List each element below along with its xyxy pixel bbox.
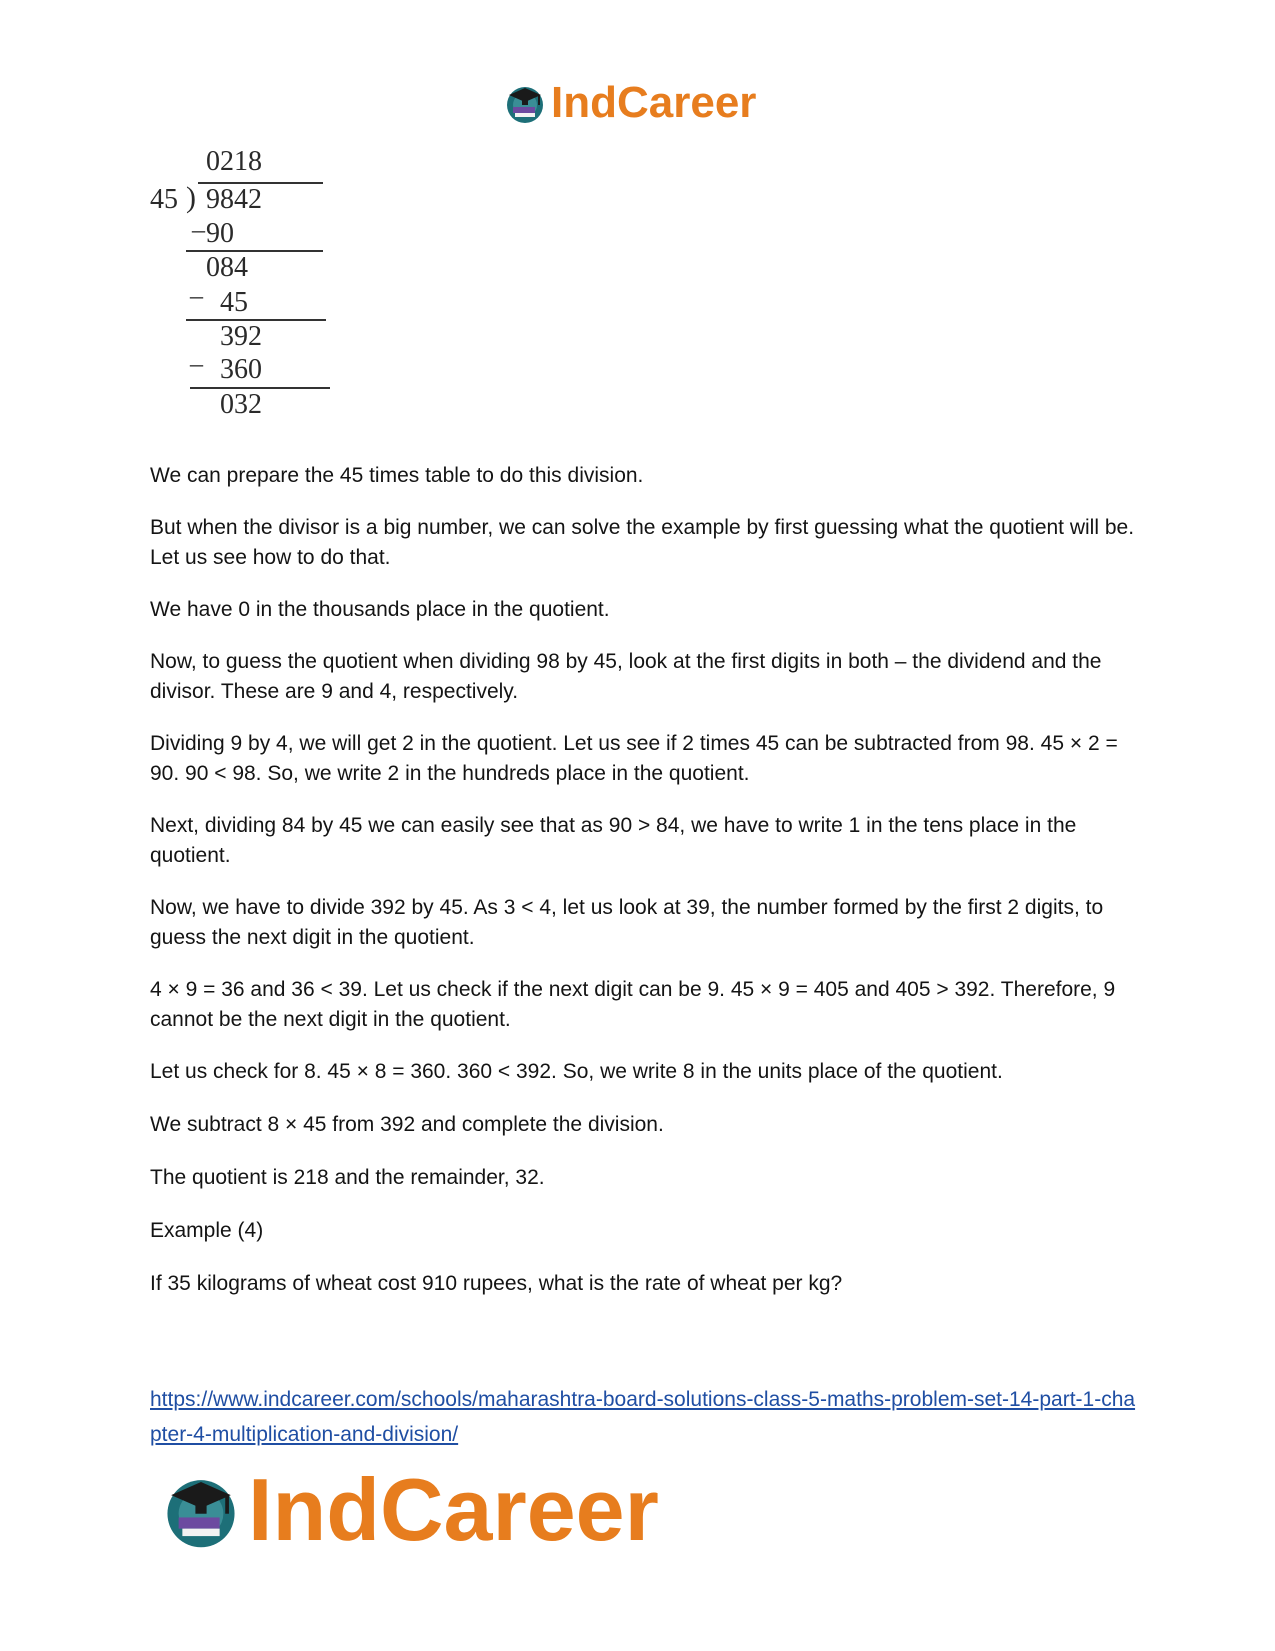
division-bracket: ) <box>186 181 196 214</box>
graduation-globe-icon <box>503 81 547 125</box>
paragraph: Now, to guess the quotient when dividing 98 by 45, look at the first digits in both – the dividend and the divisor. These are 9 and 4, respectively. <box>150 650 1102 703</box>
brand-wordmark: IndCareer <box>248 1460 659 1559</box>
step-subtract-1: 90 <box>206 218 234 249</box>
paragraph: 4 × 9 = 36 and 36 < 39. Let us check if the next digit can be 9. 45 × 9 = 405 and 405 > 392. Therefore, 9 cannot be the next digit in the quotient. <box>150 978 1116 1031</box>
paragraph: Now, we have to divide 392 by 45. As 3 < 4, let us look at 39, the number formed by the first 2 digits, to guess the next digit in the quotient. <box>150 896 1104 949</box>
graduation-globe-icon <box>160 1469 242 1551</box>
step-remainder-1: 084 <box>206 252 248 283</box>
paragraph: Let us check for 8. 45 × 8 = 360. 360 < 392. So, we write 8 in the units place of the quotient. <box>150 1060 1003 1083</box>
indcareer-logo-header <box>503 78 756 128</box>
minus-sign: _ <box>190 272 203 301</box>
paragraph: Next, dividing 84 by 45 we can easily see that as 90 > 84, we have to write 1 in the tens place in the quotient. <box>150 814 1077 867</box>
long-division <box>150 146 310 446</box>
final-remainder: 032 <box>220 389 262 420</box>
dividend: 9842 <box>206 184 262 215</box>
step-remainder-2: 392 <box>220 321 262 352</box>
paragraph: The quotient is 218 and the remainder, 32. <box>150 1166 545 1189</box>
step-subtract-3: 360 <box>220 354 262 385</box>
source-link[interactable]: https://www.indcareer.com/schools/maharashtra-board-solutions-class-5-maths-problem-set-14-part-1-chapter-4-multiplication-and-division/ <box>150 1388 1136 1446</box>
minus-sign: _ <box>190 340 203 369</box>
example-heading: Example (4) <box>150 1219 264 1242</box>
paragraph: But when the divisor is a big number, we can solve the example by first guessing what the quotient will be. Let us see how to do that. <box>150 516 1135 569</box>
paragraph: Dividing 9 by 4, we will get 2 in the quotient. Let us see if 2 times 45 can be subtracted from 98. 45 × 2 = 90. 90 < 98. So, we write 2 in the hundreds place in the quotient. <box>150 732 1118 785</box>
paragraph: We subtract 8 × 45 from 392 and complete the division. <box>150 1113 664 1136</box>
example-question: If 35 kilograms of wheat cost 910 rupees, what is the rate of wheat per kg? <box>150 1272 843 1295</box>
paragraph: We can prepare the 45 times table to do this division. <box>150 464 644 487</box>
minus-sign: _ <box>192 206 205 235</box>
quotient: 0218 <box>206 146 262 177</box>
brand-wordmark: IndCareer <box>551 78 757 127</box>
indcareer-logo-footer <box>160 1460 659 1559</box>
divisor: 45 <box>150 184 178 215</box>
step-subtract-2: 45 <box>220 287 248 318</box>
paragraph: We have 0 in the thousands place in the quotient. <box>150 598 610 621</box>
